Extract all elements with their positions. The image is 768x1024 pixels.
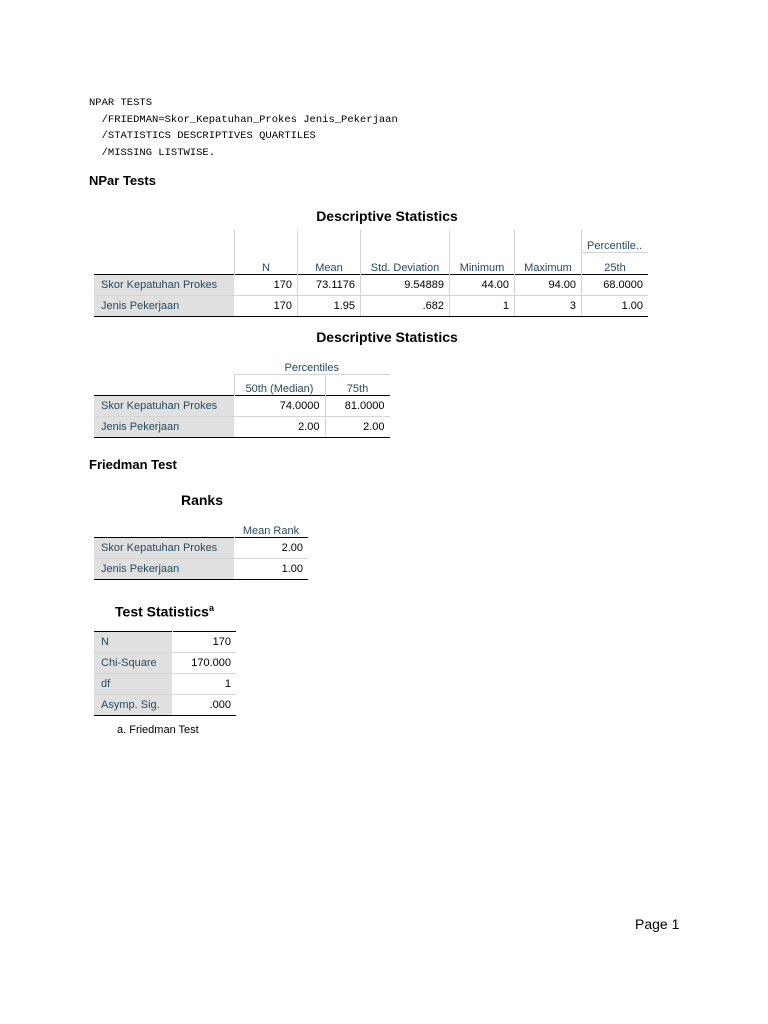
table-row <box>94 632 236 653</box>
cell: 81.0000 <box>325 395 390 416</box>
col-25th: 25th <box>582 252 649 274</box>
cell: 1 <box>173 674 237 695</box>
friedman-test-heading: Friedman Test <box>89 457 177 472</box>
syntax-line: NPAR TESTS <box>89 97 153 109</box>
table-row <box>94 295 648 316</box>
test-statistics-title-text: Test Statistics <box>115 603 209 620</box>
row-label: Asymp. Sig. <box>94 695 173 716</box>
row-label: Jenis Pekerjaan <box>94 295 235 316</box>
table-row <box>94 653 236 674</box>
table-row <box>94 416 390 437</box>
npar-tests-heading: NPar Tests <box>89 173 156 188</box>
table-row <box>94 537 308 558</box>
cell: 1.95 <box>298 295 361 316</box>
table-row <box>94 558 308 579</box>
cell: 2.00 <box>234 416 325 437</box>
cell: .000 <box>173 695 237 716</box>
row-label: N <box>94 632 173 653</box>
table-row <box>94 674 236 695</box>
col-mean: Mean <box>298 252 361 274</box>
syntax-line: /FRIEDMAN=Skor_Kepatuhan_Prokes Jenis_Pekerjaan <box>89 113 398 126</box>
cell: 170 <box>235 274 298 295</box>
cell: 74.0000 <box>234 395 325 416</box>
percentiles-group-header: Percentiles <box>284 361 339 374</box>
test-statistics-title <box>94 603 235 620</box>
cell: 1.00 <box>234 558 308 579</box>
row-label: df <box>94 674 173 695</box>
cell: 3 <box>515 295 582 316</box>
col-50th-median: 50th (Median) <box>234 374 325 395</box>
table-row <box>94 395 390 416</box>
syntax-line: /MISSING LISTWISE. <box>89 146 216 159</box>
cell: 73.1176 <box>298 274 361 295</box>
row-label: Skor Kepatuhan Prokes <box>94 395 234 416</box>
table-row <box>94 695 236 716</box>
test-statistics-footnote-marker: a <box>208 603 214 613</box>
cell: 94.00 <box>515 274 582 295</box>
test-statistics-footnote: a. Friedman Test <box>117 724 199 736</box>
table-row <box>94 274 648 295</box>
syntax-line: /STATISTICS DESCRIPTIVES QUARTILES <box>89 130 316 142</box>
ranks-table <box>94 516 308 580</box>
row-label: Skor Kepatuhan Prokes <box>94 274 235 295</box>
col-maximum: Maximum <box>515 252 582 274</box>
cell: 170 <box>235 295 298 316</box>
cell: .682 <box>361 295 450 316</box>
descriptive-statistics-table <box>94 230 648 317</box>
percentiles-table <box>94 353 390 438</box>
cell: 2.00 <box>325 416 390 437</box>
row-label: Jenis Pekerjaan <box>94 416 234 437</box>
cell: 170.000 <box>173 653 237 674</box>
cell: 2.00 <box>234 537 308 558</box>
row-label: Chi-Square <box>94 653 173 674</box>
cell: 9.54889 <box>361 274 450 295</box>
cell: 1 <box>450 295 515 316</box>
col-n: N <box>235 252 298 274</box>
syntax-block <box>89 95 398 161</box>
col-mean-rank: Mean Rank <box>242 524 300 537</box>
percentile-group-header: Percentile.. <box>582 230 649 252</box>
cell: 170 <box>173 632 237 653</box>
row-label: Jenis Pekerjaan <box>94 558 234 579</box>
col-minimum: Minimum <box>450 252 515 274</box>
cell: 1.00 <box>582 295 649 316</box>
col-std-deviation: Std. Deviation <box>361 252 450 274</box>
ranks-title: Ranks <box>180 492 224 508</box>
test-statistics-table <box>94 631 236 716</box>
page-number: Page 1 <box>635 916 680 932</box>
row-label: Skor Kepatuhan Prokes <box>94 537 234 558</box>
col-75th: 75th <box>325 374 390 395</box>
descriptive-statistics-title: Descriptive Statistics <box>316 208 458 224</box>
descriptive-statistics-title-2: Descriptive Statistics <box>316 329 458 345</box>
cell: 68.0000 <box>582 274 649 295</box>
cell: 44.00 <box>450 274 515 295</box>
